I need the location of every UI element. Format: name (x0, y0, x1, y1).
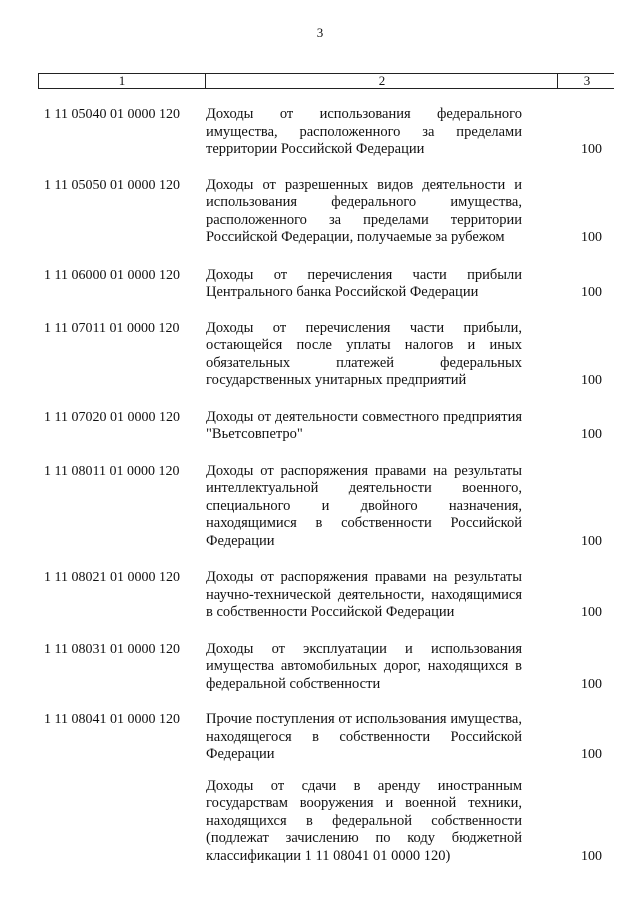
row-value: 100 (581, 142, 602, 157)
row-code: 1 11 08011 01 0000 120 (44, 463, 180, 479)
table-row (0, 711, 640, 764)
row-description: Доходы от использования федерального имущества, расположенного за пределами территории Российской Федерации (206, 106, 522, 157)
table-row (0, 177, 640, 247)
table-row (0, 778, 640, 866)
row-value: 100 (581, 373, 602, 388)
table-row (0, 320, 640, 390)
row-code: 1 11 06000 01 0000 120 (44, 267, 180, 283)
table-row (0, 409, 640, 444)
row-code: 1 11 07011 01 0000 120 (44, 320, 180, 336)
page-number: 3 (316, 25, 324, 40)
row-value: 100 (581, 747, 602, 762)
header-col-3: 3 (557, 74, 616, 88)
row-description: Доходы от сдачи в аренду иностранным государствам вооружения и военной техники, находящихся в федеральной собственности (подлежат зачислению по коду бюджетной классификации 1 11 08041 01 0000 120) (206, 777, 522, 864)
row-value: 100 (581, 848, 602, 864)
row-code: 1 11 05040 01 0000 120 (44, 107, 180, 122)
row-code: 1 11 05050 01 0000 120 (44, 177, 180, 193)
row-value: 100 (581, 230, 602, 245)
row-value: 100 (581, 676, 602, 692)
header-col-2: 2 (205, 74, 558, 88)
row-code: 1 11 08021 01 0000 120 (44, 570, 180, 585)
table-row (0, 569, 640, 622)
row-code: 1 11 08031 01 0000 120 (44, 641, 180, 657)
row-description: Доходы от деятельности совместного предприятия "Вьетсовпетро" (206, 408, 522, 442)
row-value: 100 (581, 533, 602, 549)
table-row (0, 267, 640, 302)
row-value: 100 (581, 427, 602, 442)
row-description: Доходы от перечисления части прибыли, остающейся после уплаты налогов и иных обязательных платежей федеральных государственных унитарных предприятий (206, 319, 522, 388)
table-header (38, 73, 614, 89)
table-row (0, 106, 640, 159)
row-value: 100 (581, 605, 602, 620)
row-description: Доходы от эксплуатации и использования имущества автомобильных дорог, находящихся в федеральной собственности (206, 640, 522, 692)
header-col-1: 1 (118, 73, 126, 88)
table-row (0, 463, 640, 551)
row-description: Доходы от распоряжения правами на результаты интеллектуальной деятельности военного, специального и двойного назначения, находящимися в собственности Российской Федерации (206, 462, 522, 549)
table-body (0, 106, 640, 865)
row-code: 1 11 07020 01 0000 120 (44, 409, 180, 425)
row-description: Доходы от распоряжения правами на результаты научно-технической деятельности, находящимися в собственности Российской Федерации (206, 569, 522, 620)
row-description: Прочие поступления от использования имущества, находящегося в собственности Российской Федерации (206, 711, 522, 762)
row-description: Доходы от перечисления части прибыли Центрального банка Российской Федерации (206, 266, 522, 300)
row-value: 100 (581, 285, 602, 300)
row-description: Доходы от разрешенных видов деятельности и использования федерального имущества, расположенного за пределами территории Российской Федерации, получаемые за рубежом (206, 176, 522, 245)
table-row (0, 641, 640, 694)
row-code: 1 11 08041 01 0000 120 (44, 712, 180, 727)
